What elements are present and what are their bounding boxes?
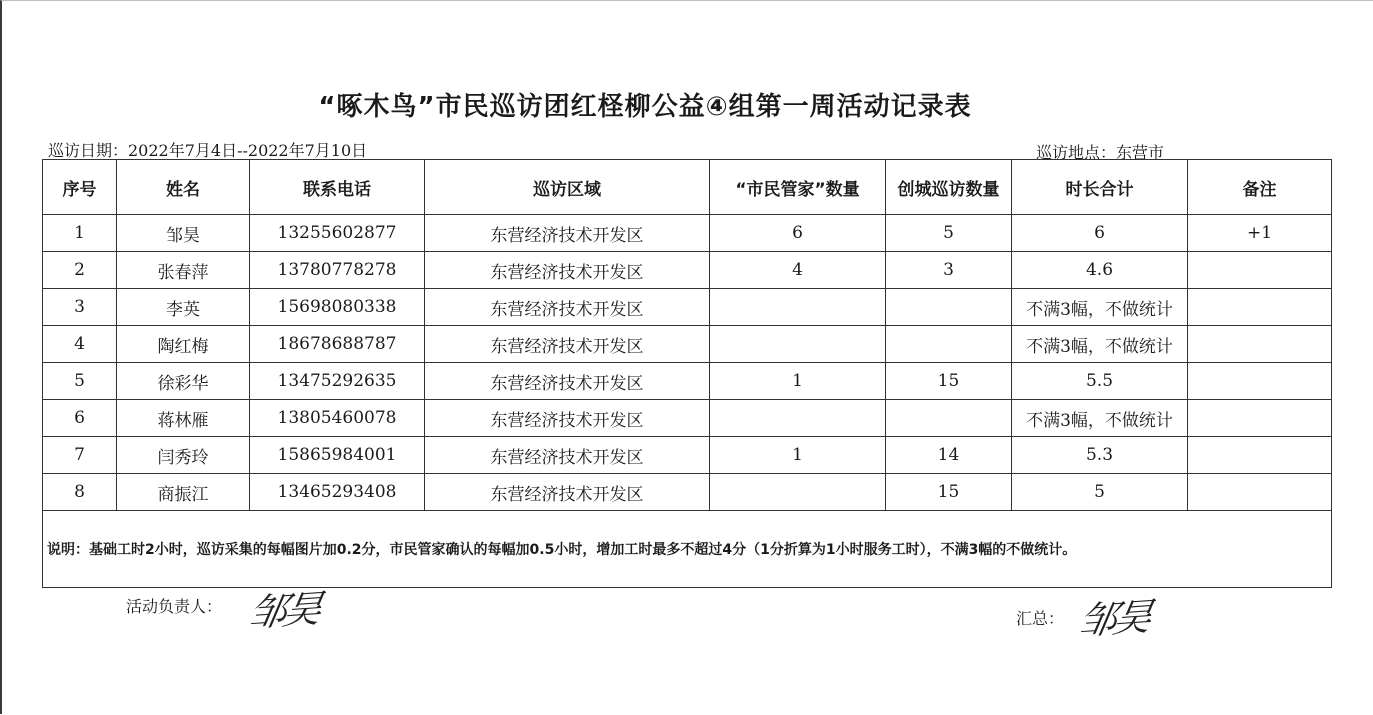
cell-area: 东营经济技术开发区 (425, 363, 710, 400)
cell-name: 李英 (117, 289, 250, 326)
cell-patrol: 15 (886, 474, 1012, 511)
cell-phone: 13805460078 (250, 400, 425, 437)
header-patrol: 创城巡访数量 (886, 160, 1012, 215)
cell-name: 闫秀玲 (117, 437, 250, 474)
cell-patrol: 5 (886, 215, 1012, 252)
cell-remark (1188, 474, 1332, 511)
table-row (43, 474, 1332, 511)
cell-remark (1188, 437, 1332, 474)
cell-patrol: 14 (886, 437, 1012, 474)
cell-remark (1188, 400, 1332, 437)
header-steward: “市民管家”数量 (710, 160, 886, 215)
header-name: 姓名 (117, 160, 250, 215)
cell-area: 东营经济技术开发区 (425, 215, 710, 252)
table-row (43, 326, 1332, 363)
cell-hours: 不满3幅，不做统计 (1012, 400, 1188, 437)
table-row (43, 437, 1332, 474)
table-row (43, 215, 1332, 252)
header-remark: 备注 (1188, 160, 1332, 215)
header-row (43, 160, 1332, 215)
leader-signature: 邹昊 (244, 586, 322, 636)
cell-hours: 5.5 (1012, 363, 1188, 400)
cell-phone: 13780778278 (250, 252, 425, 289)
cell-name: 徐彩华 (117, 363, 250, 400)
cell-remark (1188, 252, 1332, 289)
header-no: 序号 (43, 160, 117, 215)
cell-area: 东营经济技术开发区 (425, 289, 710, 326)
cell-hours: 不满3幅，不做统计 (1012, 326, 1188, 363)
visit-date: 巡访日期：2022年7月4日--2022年7月10日 (48, 141, 368, 160)
cell-no: 3 (43, 289, 117, 326)
cell-phone: 13255602877 (250, 215, 425, 252)
cell-no: 1 (43, 215, 117, 252)
summary-signature: 邹昊 (1074, 594, 1152, 644)
table-row (43, 289, 1332, 326)
cell-phone: 15865984001 (250, 437, 425, 474)
note-text: 说明：基础工时2小时，巡访采集的每幅图片加0.2分，市民管家确认的每幅加0.5小时，增加工时最多不超过4分（1分折算为1小时服务工时），不满3幅的不做统计。 (43, 511, 1332, 588)
cell-steward (710, 326, 886, 363)
header-area: 巡访区域 (425, 160, 710, 215)
cell-name: 商振江 (117, 474, 250, 511)
note-row (43, 511, 1332, 588)
cell-hours: 5.3 (1012, 437, 1188, 474)
cell-hours: 5 (1012, 474, 1188, 511)
cell-name: 张春萍 (117, 252, 250, 289)
page-title: “啄木鸟”市民巡访团红柽柳公益④组第一周活动记录表 (318, 92, 972, 122)
table-row (43, 400, 1332, 437)
cell-remark (1188, 289, 1332, 326)
cell-steward (710, 289, 886, 326)
cell-no: 8 (43, 474, 117, 511)
cell-phone: 13475292635 (250, 363, 425, 400)
cell-remark (1188, 326, 1332, 363)
cell-no: 7 (43, 437, 117, 474)
cell-steward: 1 (710, 363, 886, 400)
table-row (43, 363, 1332, 400)
cell-area: 东营经济技术开发区 (425, 437, 710, 474)
cell-hours: 6 (1012, 215, 1188, 252)
cell-hours: 不满3幅，不做统计 (1012, 289, 1188, 326)
cell-area: 东营经济技术开发区 (425, 326, 710, 363)
cell-phone: 15698080338 (250, 289, 425, 326)
leader-label: 活动负责人： (126, 597, 223, 616)
cell-area: 东营经济技术开发区 (425, 252, 710, 289)
cell-patrol (886, 326, 1012, 363)
cell-area: 东营经济技术开发区 (425, 400, 710, 437)
cell-patrol (886, 289, 1012, 326)
visit-place: 巡访地点：东营市 (1036, 143, 1165, 162)
cell-steward: 1 (710, 437, 886, 474)
cell-name: 邹昊 (117, 215, 250, 252)
cell-phone: 18678688787 (250, 326, 425, 363)
cell-patrol: 15 (886, 363, 1012, 400)
header-phone: 联系电话 (250, 160, 425, 215)
cell-no: 4 (43, 326, 117, 363)
cell-patrol: 3 (886, 252, 1012, 289)
header-hours: 时长合计 (1012, 160, 1188, 215)
summary-label: 汇总： (1016, 609, 1065, 628)
cell-patrol (886, 400, 1012, 437)
cell-steward: 6 (710, 215, 886, 252)
cell-phone: 13465293408 (250, 474, 425, 511)
cell-no: 6 (43, 400, 117, 437)
cell-remark: +1 (1188, 215, 1332, 252)
cell-hours: 4.6 (1012, 252, 1188, 289)
cell-no: 2 (43, 252, 117, 289)
cell-steward: 4 (710, 252, 886, 289)
cell-steward (710, 474, 886, 511)
cell-steward (710, 400, 886, 437)
table-row (43, 252, 1332, 289)
cell-name: 蒋林雁 (117, 400, 250, 437)
cell-area: 东营经济技术开发区 (425, 474, 710, 511)
record-table (42, 159, 1332, 588)
cell-no: 5 (43, 363, 117, 400)
cell-remark (1188, 363, 1332, 400)
cell-name: 陶红梅 (117, 326, 250, 363)
